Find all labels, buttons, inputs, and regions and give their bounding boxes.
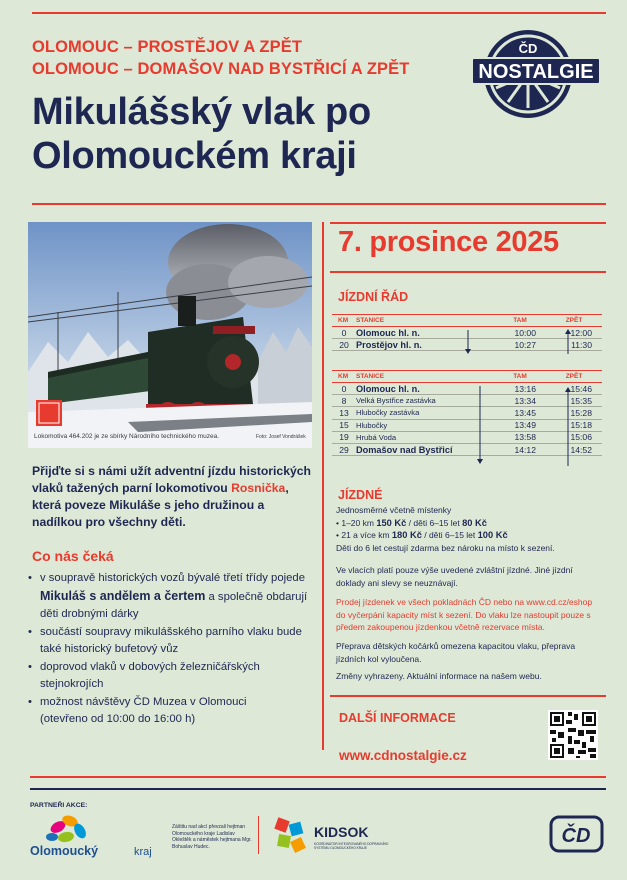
top-red-rule xyxy=(32,12,606,14)
station-cell: Hlubočky xyxy=(356,420,388,430)
table-header-row xyxy=(332,371,602,383)
list-item xyxy=(28,659,318,694)
steam-wheel-icon xyxy=(466,28,606,120)
title-line-2: Olomouckém kraji xyxy=(32,135,357,177)
what-awaits-list xyxy=(28,570,318,729)
col-there: TAM xyxy=(513,373,527,380)
direction-arrows-icon xyxy=(475,382,575,468)
station-cell: Hlubočky zastávka xyxy=(356,408,420,418)
list-item-text: doprovod vlaků v dobových železničářských stejnokrojích xyxy=(40,660,260,690)
bottom-rule-blue xyxy=(30,788,606,790)
steam-locomotive-photo xyxy=(28,222,312,448)
km-cell: 20 xyxy=(339,339,349,350)
bottom-rule-red xyxy=(30,776,606,778)
column-divider xyxy=(322,222,324,750)
km-cell: 8 xyxy=(341,395,347,406)
time-back-cell: 14:52 xyxy=(570,444,592,455)
col-km: KM xyxy=(338,317,349,324)
col-station: STANICE xyxy=(356,373,385,380)
time-there-cell: 14:12 xyxy=(514,444,536,455)
photo-caption: Lokomotiva 464.202 je ze sbírky Národního technického muzea. xyxy=(34,433,219,440)
station-cell: Domašov nad Bystřicí xyxy=(356,444,453,455)
time-back-cell: 15:35 xyxy=(570,395,592,406)
station-cell: Olomouc hl. n. xyxy=(356,383,420,394)
time-there-cell: 13:45 xyxy=(514,407,536,418)
station-cell: Hrubá Voda xyxy=(356,432,397,442)
table-header-row xyxy=(332,315,602,327)
date-bottom-rule xyxy=(330,271,606,273)
station-cell: Prostějov hl. n. xyxy=(356,339,422,350)
what-awaits-heading: Co nás čeká xyxy=(32,548,114,564)
fare-line xyxy=(336,517,596,530)
list-item-bold: Mikuláš s andělem a čertem xyxy=(40,588,206,603)
list-item-text: a společně obdarují děti drobnými dárky xyxy=(40,590,308,620)
date-top-rule xyxy=(330,222,606,224)
fares-note-changes: Změny vyhrazeny. Aktuální informace na našem webu. xyxy=(336,671,542,681)
photo-credit: Foto: Josef Vondrášek xyxy=(256,434,306,440)
event-date: 7. prosince 2025 xyxy=(338,226,559,258)
col-station: STANICE xyxy=(356,317,385,324)
footer-divider xyxy=(258,816,259,854)
cd-logo xyxy=(549,815,604,853)
col-back: ZPĚT xyxy=(565,317,583,324)
cd-nostalgie-logo xyxy=(466,28,606,120)
logo-main-text: NOSTALGIE xyxy=(478,61,594,83)
partners-label: PARTNEŘI AKCE: xyxy=(30,802,88,809)
logo-top-text: ČD xyxy=(518,41,538,56)
station-cell: Olomouc hl. n. xyxy=(356,327,420,338)
time-there-cell: 13:34 xyxy=(514,395,536,406)
time-back-cell: 15:28 xyxy=(570,407,592,418)
title-line-1: Mikulášský vlak po xyxy=(32,91,371,133)
fare-line: Děti do 6 let cestují zdarma bez nároku na místo k sezení. xyxy=(336,542,555,553)
direction-arrows-icon xyxy=(463,326,573,356)
list-item xyxy=(28,570,318,624)
more-info-rule xyxy=(330,695,606,697)
kidsok-logo xyxy=(272,815,402,859)
km-cell: 0 xyxy=(341,383,347,394)
km-cell: 29 xyxy=(339,444,349,455)
time-there-cell: 13:49 xyxy=(514,420,536,431)
col-km: KM xyxy=(338,373,349,380)
fare-price: 80 Kč xyxy=(462,517,487,528)
patronage-note: Záštitu nad akcí převzali hejtman Olomouckého kraje Ladislav Okleštěk a náměstek hejtmana Mgr. Bohuslav Hudec. xyxy=(172,824,252,850)
fares-block xyxy=(336,504,596,554)
time-back-cell: 12:00 xyxy=(570,327,592,338)
website-link[interactable]: www.cdnostalgie.cz xyxy=(339,748,467,763)
list-item-text: v soupravě historických vozů bývalé třetí třídy pojede xyxy=(40,572,305,584)
kidsok-name: KIDSOK xyxy=(314,824,369,840)
fares-note-prams: Přeprava dětských kočárků omezena kapacitou vlaku, přeprava jízdních kol vyloučena. xyxy=(336,641,576,664)
museum-hours: (otevřeno od 10:00 do 16:00 h) xyxy=(40,713,196,725)
timetable-heading: JÍZDNÍ ŘÁD xyxy=(338,290,409,304)
km-cell: 13 xyxy=(339,407,349,418)
olomoucky-kraj-bold: Olomoucký xyxy=(30,844,99,858)
fare-text: / děti 6–15 let xyxy=(421,530,478,541)
time-there-cell: 13:16 xyxy=(514,383,536,394)
kidsok-subtitle: KOORDINÁTOR INTEGROVANÉHO DOPRAVNÍHO SYSTÉMU OLOMOUCKÉHO KRAJE xyxy=(314,842,389,850)
km-cell: 15 xyxy=(339,420,349,431)
fare-price: 100 Kč xyxy=(477,530,508,541)
col-back: ZPĚT xyxy=(565,373,583,380)
header-bottom-rule xyxy=(32,203,606,205)
time-back-cell: 15:18 xyxy=(570,420,592,431)
fare-price: 150 Kč xyxy=(376,517,407,528)
fare-line xyxy=(336,529,596,542)
intro-paragraph xyxy=(32,463,312,531)
intro-part-2: , která poveze Mikuláše s jeho družinou a nadílkou pro všechny děti. xyxy=(32,481,289,529)
olomoucky-kraj-logo xyxy=(26,815,166,865)
olomoucky-kraj-rest: kraj xyxy=(134,846,152,858)
list-item xyxy=(28,694,318,729)
locomotive-name: Rosnička xyxy=(231,481,286,495)
col-there: TAM xyxy=(513,317,527,324)
intro-part-1: Přijďte si s námi užít adventní jízdu historických vlaků tažených parní lokomotivou xyxy=(32,464,311,495)
fares-heading: JÍZDNÉ xyxy=(338,488,383,502)
route-line-2: OLOMOUC – DOMAŠOV NAD BYSTŘICÍ A ZPĚT xyxy=(32,60,410,78)
time-there-cell: 10:27 xyxy=(514,339,536,350)
fare-line: Jednosměrné včetně místenky xyxy=(336,505,452,515)
list-item-text: možnost návštěvy ČD Muzea v Olomouci xyxy=(40,695,247,708)
fares-note-sales: Prodej jízdenek ve všech pokladnách ČD nebo na www.cd.cz/eshop do vyčerpání kapacity míst k sezení. Do vlaku lze nastoupit pouze s předem zakoupenou jízdenkou včetně rezervace místa. xyxy=(336,597,593,633)
time-there-cell: 10:00 xyxy=(514,327,536,338)
fare-text: / děti 6–15 let xyxy=(406,517,463,528)
km-cell: 0 xyxy=(341,327,347,338)
fares-note-validity: Ve vlacích platí pouze výše uvedené zvláštní jízdné. Jiné jízdní doklady ani slevy se neuznávají. xyxy=(336,565,573,588)
route-line-1: OLOMOUC – PROSTĚJOV A ZPĚT xyxy=(32,38,302,56)
cd-logo-text: ČD xyxy=(561,825,591,847)
page-title xyxy=(32,90,371,178)
fare-text: • 21 a více km xyxy=(336,530,392,541)
fare-price: 180 Kč xyxy=(391,530,422,541)
list-item xyxy=(28,624,318,659)
time-back-cell: 11:30 xyxy=(571,339,592,350)
km-cell: 19 xyxy=(339,432,349,443)
fare-text: • 1–20 km xyxy=(336,517,377,528)
more-info-heading: DALŠÍ INFORMACE xyxy=(339,711,456,725)
time-there-cell: 13:58 xyxy=(514,432,536,443)
time-back-cell: 15:46 xyxy=(570,383,592,394)
qr-code-icon[interactable] xyxy=(548,710,598,760)
list-item-text: součástí soupravy mikulášského parního vlaku bude také historický bufetový vůz xyxy=(40,625,302,655)
station-cell: Velká Bystřice zastávka xyxy=(356,396,436,406)
time-back-cell: 15:06 xyxy=(570,432,592,443)
